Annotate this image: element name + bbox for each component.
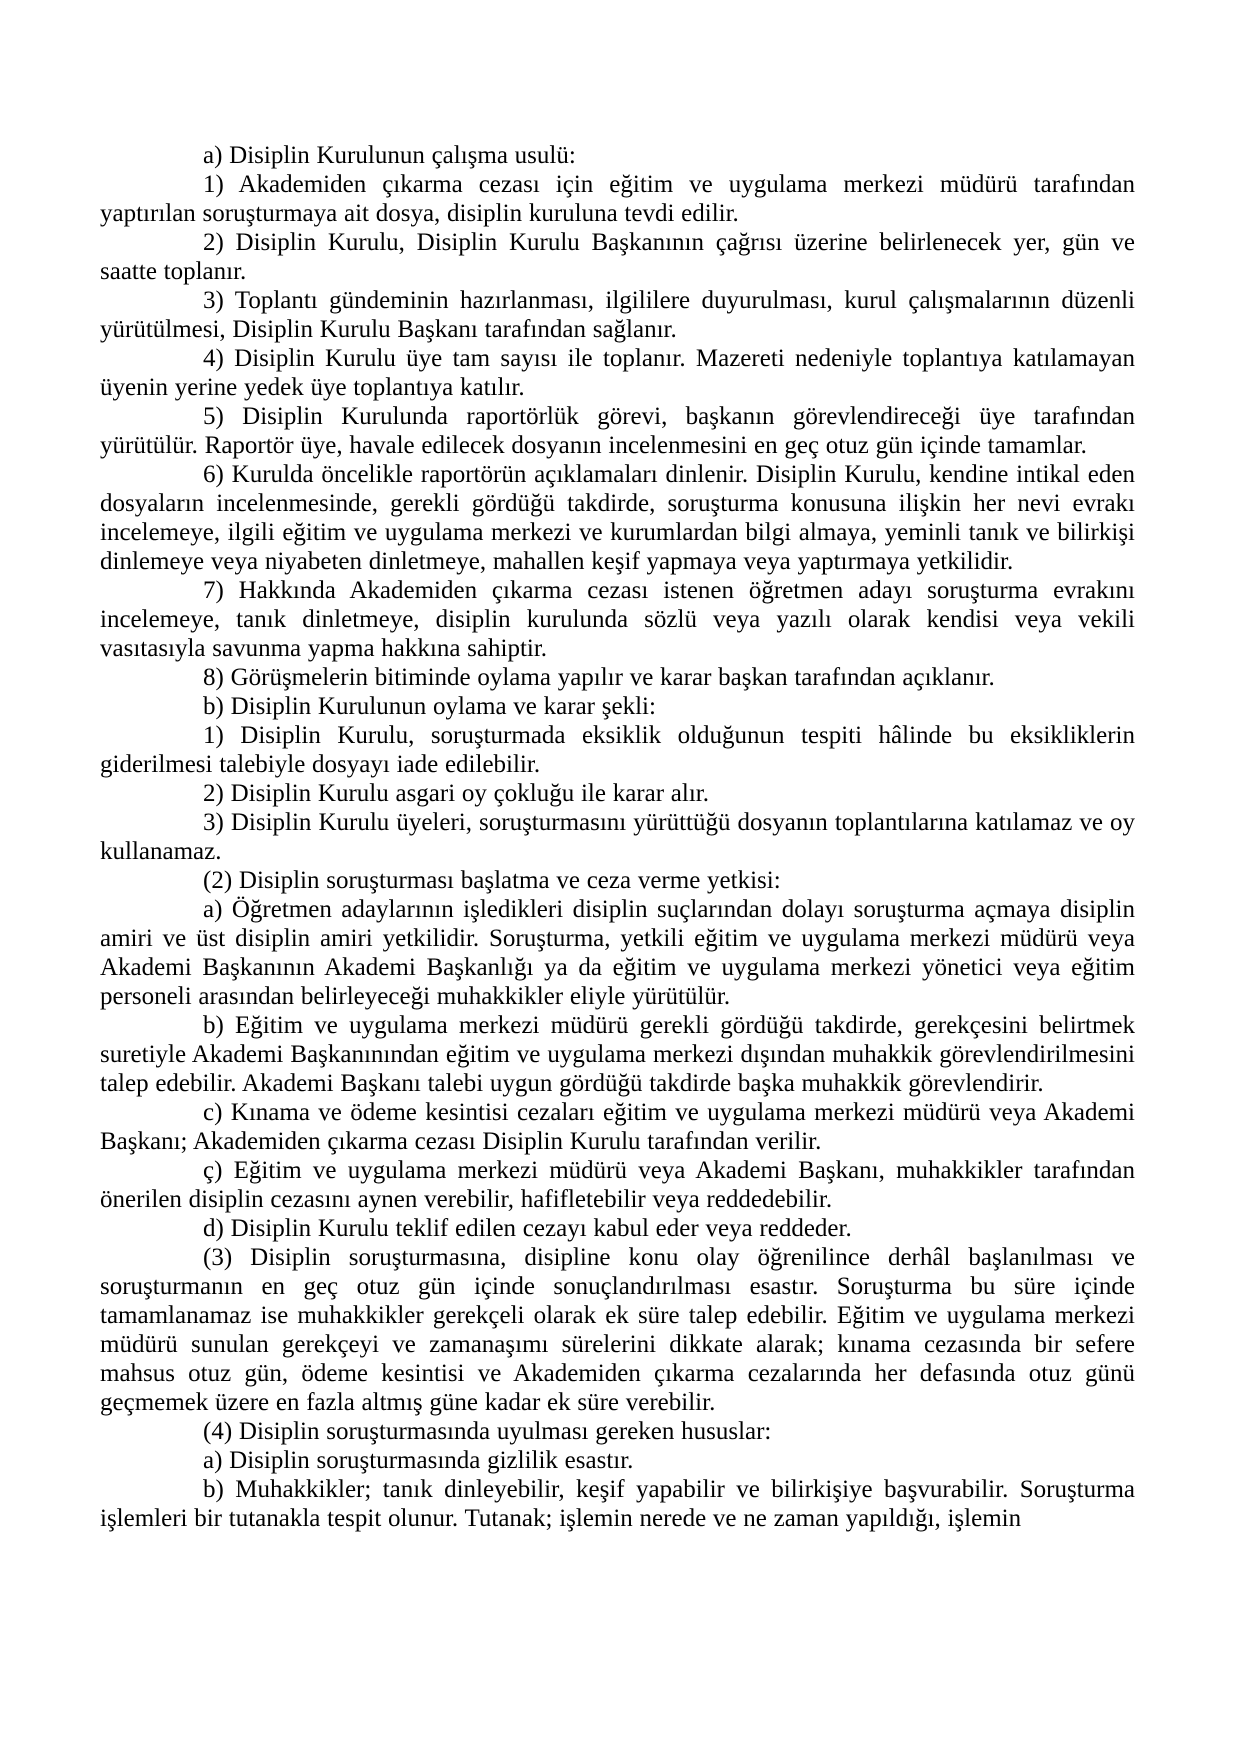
paragraph-a6: 6) Kurulda öncelikle raportörün açıklamaları dinlenir. Disiplin Kurulu, kendine intikal eden dosyaların incelenmesinde, gerekli gördüğü takdirde, soruşturma konusuna ilişkin her nevi evrakı incelemeye, ilgili eğitim ve uygulama merkezi ve kurumlardan bilgi almaya, yeminli tanık ve bilirkişi dinlemeye veya niyabeten dinletmeye, mahallen keşif yapmaya veya yaptırmaya yetkilidir. [100,461,1135,575]
paragraph-fikra-4-a: a) Disiplin soruşturmasında gizlilik esastır. [203,1447,634,1474]
paragraph-a3: 3) Toplantı gündeminin hazırlanması, ilgililere duyurulması, kurul çalışmalarının düzenli yürütülmesi, Disiplin Kurulu Başkanı tarafından sağlanır. [100,287,1135,343]
paragraph-a5: 5) Disiplin Kurulunda raportörlük görevi, başkanın görevlendireceği üye tarafından yürütülür. Raportör üye, havale edilecek dosyanın incelenmesini en geç otuz gün içinde tamamlar. [100,403,1135,459]
paragraph-fikra-3: (3) Disiplin soruşturmasına, disipline konu olay öğrenilince derhâl başlanılması ve soruşturmanın en geç otuz gün içinde sonuçlandırılması esastır. Soruşturma bu süre içinde tamamlanamaz ise muhakkikler gerekçeli olarak ek süre talep edebilir. Eğitim ve uygulama merkezi müdürü sunulan gerekçeyi ve zamanaşımı sürelerini dikkate alarak; kınama cezasında bir sefere mahsus otuz gün, ödeme kesintisi ve Akademiden çıkarma cezalarında her defasında otuz günü geçmemek üzere en fazla altmış güne kadar ek süre verebilir. [100,1244,1135,1416]
paragraph-b1: 1) Disiplin Kurulu, soruşturmada eksiklik olduğunun tespiti hâlinde bu eksikliklerin giderilmesi talebiyle dosyayı iade edilebilir. [100,722,1135,778]
paragraph-fikra-2-b: b) Eğitim ve uygulama merkezi müdürü gerekli gördüğü takdirde, gerekçesini belirtmek suretiyle Akademi Başkanınından eğitim ve uygulama merkezi dışından muhakkik görevlendirilmesini talep edebilir. Akademi Başkanı talebi uygun gördüğü takdirde başka muhakkik görevlendirir. [100,1012,1135,1097]
paragraph-fikra-4-heading: (4) Disiplin soruşturmasında uyulması gereken hususlar: [203,1418,772,1445]
paragraph-a8: 8) Görüşmelerin bitiminde oylama yapılır ve karar başkan tarafından açıklanır. [203,664,995,691]
paragraph-fikra-2-heading: (2) Disiplin soruşturması başlatma ve ceza verme yetkisi: [203,867,781,894]
paragraph-fikra-2-a: a) Öğretmen adaylarının işledikleri disiplin suçlarından dolayı soruşturma açmaya disiplin amiri ve üst disiplin amiri yetkilidir. Soruşturma, yetkili eğitim ve uygulama merkezi müdürü veya Akademi Başkanının Akademi Başkanlığı ya da eğitim ve uygulama merkezi yönetici veya eğitim personeli arasından belirleyeceği muhakkikler eliyle yürütülür. [100,896,1135,1010]
paragraph-fikra-2-cc: ç) Eğitim ve uygulama merkezi müdürü veya Akademi Başkanı, muhakkikler tarafından önerilen disiplin cezasını aynen verebilir, hafifletebilir veya reddedebilir. [100,1157,1135,1213]
paragraph-fikra-2-d: d) Disiplin Kurulu teklif edilen cezayı kabul eder veya reddeder. [203,1215,852,1242]
document-body [100,141,1135,1533]
paragraph-a-calisma-usulu-heading: a) Disiplin Kurulunun çalışma usulü: [203,142,576,169]
paragraph-a7: 7) Hakkında Akademiden çıkarma cezası istenen öğretmen adayı soruşturma evrakını incelemeye, tanık dinletmeye, disiplin kurulunda sözlü veya yazılı olarak kendisi veya vekili vasıtasıyla savunma yapma hakkına sahiptir. [100,577,1135,662]
paragraph-a2: 2) Disiplin Kurulu, Disiplin Kurulu Başkanının çağrısı üzerine belirlenecek yer, gün ve saatte toplanır. [100,229,1135,285]
paragraph-a4: 4) Disiplin Kurulu üye tam sayısı ile toplanır. Mazereti nedeniyle toplantıya katılamayan üyenin yerine yedek üye toplantıya katılır. [100,345,1135,401]
paragraph-b-oylama-karar-heading: b) Disiplin Kurulunun oylama ve karar şekli: [203,693,656,720]
paragraph-b3: 3) Disiplin Kurulu üyeleri, soruşturmasını yürüttüğü dosyanın toplantılarına katılamaz ve oy kullanamaz. [100,809,1135,865]
paragraph-fikra-2-c: c) Kınama ve ödeme kesintisi cezaları eğitim ve uygulama merkezi müdürü veya Akademi Başkanı; Akademiden çıkarma cezası Disiplin Kurulu tarafından verilir. [100,1099,1135,1155]
paragraph-a1: 1) Akademiden çıkarma cezası için eğitim ve uygulama merkezi müdürü tarafından yaptırılan soruşturmaya ait dosya, disiplin kuruluna tevdi edilir. [100,171,1135,227]
paragraph-b2: 2) Disiplin Kurulu asgari oy çokluğu ile karar alır. [203,780,709,807]
paragraph-fikra-4-b: b) Muhakkikler; tanık dinleyebilir, keşif yapabilir ve bilirkişiye başvurabilir. Soruşturma işlemleri bir tutanakla tespit olunur. Tutanak; işlemin nerede ve ne zaman yapıldığı, işlemin [100,1476,1135,1532]
